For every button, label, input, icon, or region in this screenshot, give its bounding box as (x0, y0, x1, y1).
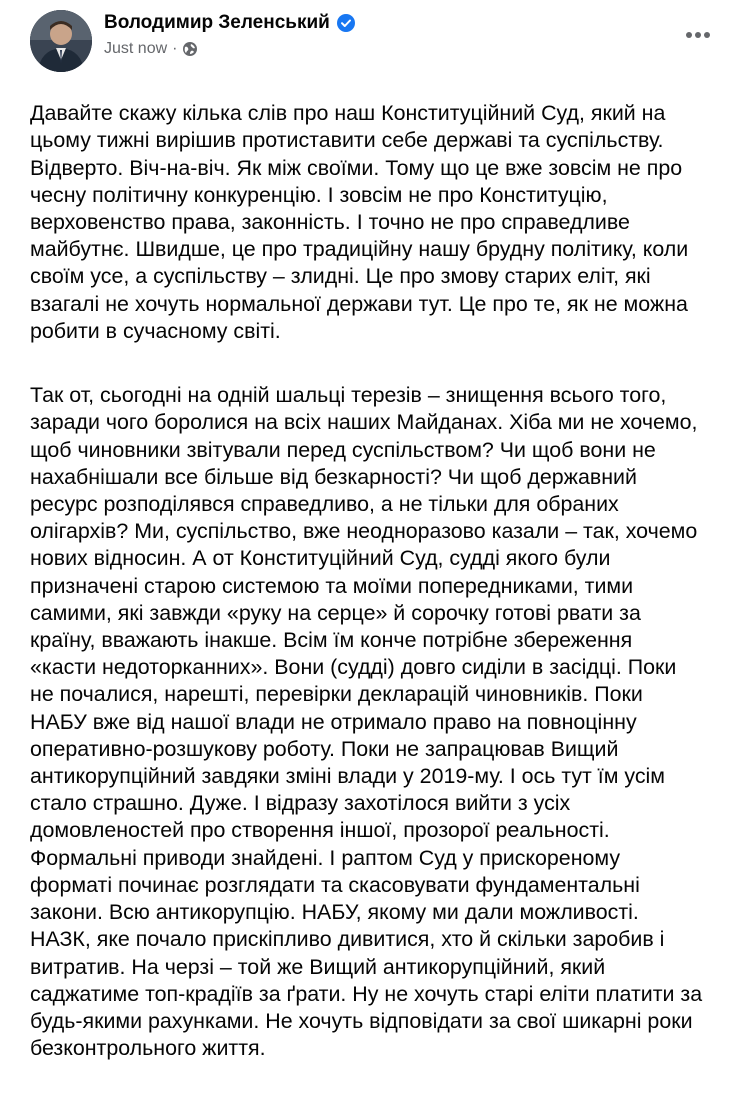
meta-separator: · (172, 40, 178, 57)
post-paragraph-1: Давайте скажу кілька слів про наш Конституційний Суд, який на цьому тижні вирішив протиставити себе державі та суспільству. Відверто. Віч-на-віч. Як між своїми. Тому що це вже зовсім не про чесну політичну конкуренцію. І зовсім не про Конституцію, верховенство права, законність. І точно не про справедливе майбутнє. Швидше, це про традиційну нашу брудну політику, коли своїм усе, а суспільству – злидні. Це про змову старих еліт, які взагалі не хочуть нормальної держави тут. Це про те, як не можна робити в сучасному світі. (30, 101, 689, 343)
avatar-photo (30, 10, 92, 72)
post-paragraph-2: Так от, сьогодні на одній шальці терезів – знищення всього того, заради чого боролися на всіх наших Майданах. Хіба ми не хочемо, щоб чиновники звітували перед суспільством? Чи щоб вони не нахабнішали все більше від безкарності? Чи щоб державний ресурс розподілявся справедливо, а не тільки для обраних олігархів? Ми, суспільство, вже неодноразово казали – так, хочемо нових відносин. А от Конституційний Суд, судді якого були призначені старою системою та моїми попередниками, тими самими, які завжди «руку на серце» й сорочку готові рвати за країну, вважають інакше. Всім їм конче потрібне збереження «касти недоторканних». Вони (судді) довго сиділи в засідці. Поки не почалися, нарешті, перевірки декларацій чиновників. Поки НАБУ вже від нашої влади не отримало право на повноцінну оперативно-розшукову роботу. Поки не запрацював Вищий антикорупційний завдяки зміні влади у 2019-му. І ось тут їм усім стало страшно. Дуже. І відразу захотілося вийти з усіх домовленостей про створення іншої, прозорої реальності. Формальні приводи знайдені. І раптом Суд у прискореному форматі починає розглядати та скасовувати фундаментальні закони. Всю антикорупцію. НАБУ, якому ми дали можливості. НАЗК, яке почало прискіпливо дивитися, хто й скільки заробив і витратив. На черзі – той же Вищий антикорупційний, який саджатиме топ-крадіїв за ґрати. Ну не хочуть старі еліти платити за будь-якими рахунками. Не хочуть відповідати за свої шикарні роки безконтрольного життя. (30, 383, 703, 1061)
more-options-icon (685, 31, 711, 39)
post-header (0, 0, 750, 78)
author-name-link[interactable] (104, 12, 355, 34)
verified-badge-icon (337, 14, 355, 32)
author-name[interactable]: Володимир Зеленський (104, 12, 330, 33)
more-options-button[interactable] (676, 15, 720, 55)
globe-icon[interactable] (182, 41, 198, 57)
post-timestamp[interactable]: Just now (104, 40, 168, 57)
post-meta (104, 40, 198, 58)
post-text (30, 73, 730, 1100)
author-avatar[interactable] (30, 10, 92, 72)
